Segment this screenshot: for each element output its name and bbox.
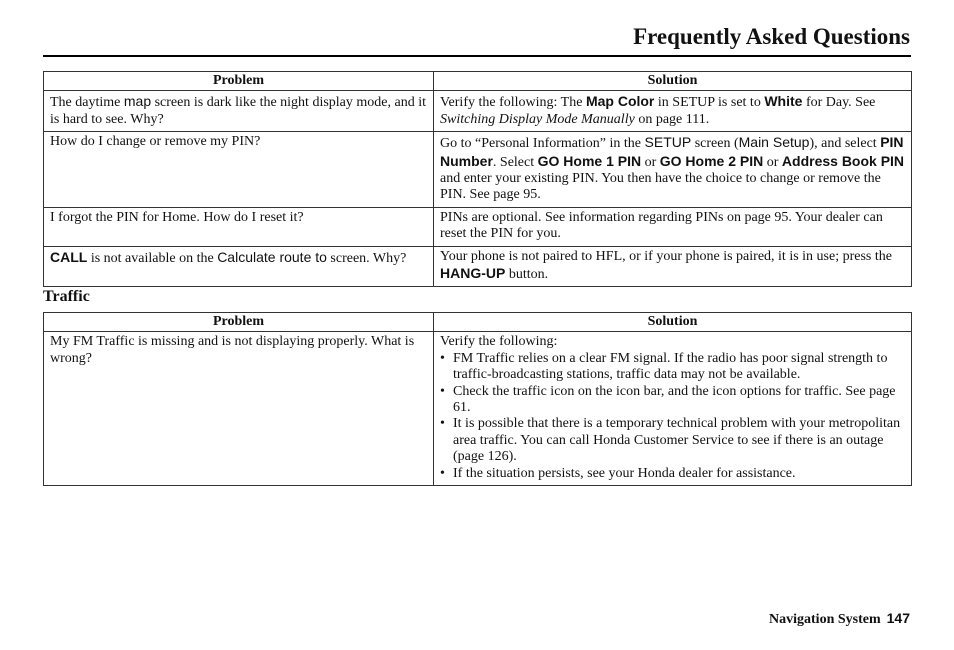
text: button. bbox=[505, 267, 549, 283]
column-header-solution: Solution bbox=[434, 72, 912, 91]
solution-cell bbox=[434, 91, 912, 132]
problem-cell bbox=[44, 246, 434, 287]
table-row bbox=[44, 132, 912, 208]
ui-term: Main Setup bbox=[738, 134, 810, 151]
solution-cell bbox=[434, 207, 912, 246]
text: How do I change or remove my PIN? bbox=[50, 134, 261, 150]
text: ), and select bbox=[809, 136, 881, 152]
ui-term: GO Home 1 PIN bbox=[537, 152, 642, 169]
table-header-row bbox=[44, 72, 912, 91]
problem-cell bbox=[44, 91, 434, 132]
text: is not available on the bbox=[87, 250, 218, 266]
problem-cell bbox=[44, 207, 434, 246]
text: screen ( bbox=[691, 136, 739, 152]
text: Your phone is not paired to HFL, or if your phone is paired, it is in use; press the bbox=[440, 248, 892, 264]
list-item: • If the situation persists, see your Honda dealer for assistance. bbox=[440, 466, 905, 482]
page-title: Frequently Asked Questions bbox=[633, 24, 910, 49]
problem-cell bbox=[44, 132, 434, 208]
footer-section-label: Navigation System bbox=[769, 612, 881, 627]
ui-term: GO Home 2 PIN bbox=[659, 152, 764, 169]
column-header-problem: Problem bbox=[44, 313, 434, 332]
text: or bbox=[763, 154, 782, 170]
text: in SETUP is set to bbox=[654, 95, 765, 111]
section-heading-traffic: Traffic bbox=[43, 288, 90, 305]
traffic-table bbox=[43, 312, 912, 486]
solution-cell bbox=[434, 246, 912, 287]
ui-term: Map Color bbox=[585, 93, 655, 110]
ui-term: White bbox=[764, 93, 803, 110]
ui-term: map bbox=[123, 93, 152, 110]
table-row bbox=[44, 207, 912, 246]
ui-term: SETUP bbox=[644, 134, 692, 151]
text: I forgot the PIN for Home. How do I reset it? bbox=[50, 209, 304, 225]
text: PINs are optional. See information regarding PINs on page 95. Your dealer can reset the PIN for you. bbox=[440, 209, 883, 242]
ui-term: HANG-UP bbox=[440, 265, 506, 282]
faq-table bbox=[43, 71, 912, 287]
text: and enter your existing PIN. You then have the choice to change or remove the PIN. See page 95. bbox=[440, 171, 881, 203]
list-item: • FM Traffic relies on a clear FM signal. If the radio has poor signal strength to traffic-broadcasting stations, traffic data may not be available. bbox=[440, 351, 905, 384]
ui-term: Address Book PIN bbox=[781, 152, 905, 169]
ui-term: Calculate route to bbox=[217, 248, 327, 265]
table-row bbox=[44, 246, 912, 287]
page-number: 147 bbox=[886, 610, 910, 626]
solution-cell bbox=[434, 132, 912, 208]
cross-reference: Switching Display Mode Manually bbox=[440, 111, 635, 127]
text: for Day. See bbox=[802, 95, 876, 111]
text: screen is dark like the night display mode, and it is hard to see. Why? bbox=[50, 95, 426, 127]
list-item: • It is possible that there is a temporary technical problem with your metropolitan area traffic. You can call Honda Customer Service to see if there is an outage (page 126). bbox=[440, 416, 905, 465]
solution-intro: Verify the following: bbox=[440, 334, 558, 350]
text: Go to “Personal Information” in the bbox=[440, 136, 645, 152]
page-footer bbox=[769, 610, 910, 628]
text: The daytime bbox=[50, 95, 124, 111]
column-header-solution: Solution bbox=[434, 313, 912, 332]
title-rule bbox=[43, 55, 911, 57]
table-header-row bbox=[44, 313, 912, 332]
text: screen. Why? bbox=[326, 250, 407, 266]
table-row bbox=[44, 332, 912, 486]
ui-term: CALL bbox=[50, 248, 88, 265]
text: on page 111. bbox=[634, 111, 710, 127]
problem-cell: My FM Traffic is missing and is not displaying properly. What is wrong? bbox=[44, 332, 434, 486]
column-header-problem: Problem bbox=[44, 72, 434, 91]
table-row bbox=[44, 91, 912, 132]
text: Verify the following: The bbox=[440, 95, 586, 111]
ui-term: PIN Number bbox=[440, 134, 904, 169]
text: . Select bbox=[492, 154, 538, 170]
bullet-list bbox=[440, 351, 905, 482]
list-item: • Check the traffic icon on the icon bar, and the icon options for traffic. See page 61. bbox=[440, 384, 905, 417]
solution-cell bbox=[434, 332, 912, 486]
text: or bbox=[641, 154, 660, 170]
